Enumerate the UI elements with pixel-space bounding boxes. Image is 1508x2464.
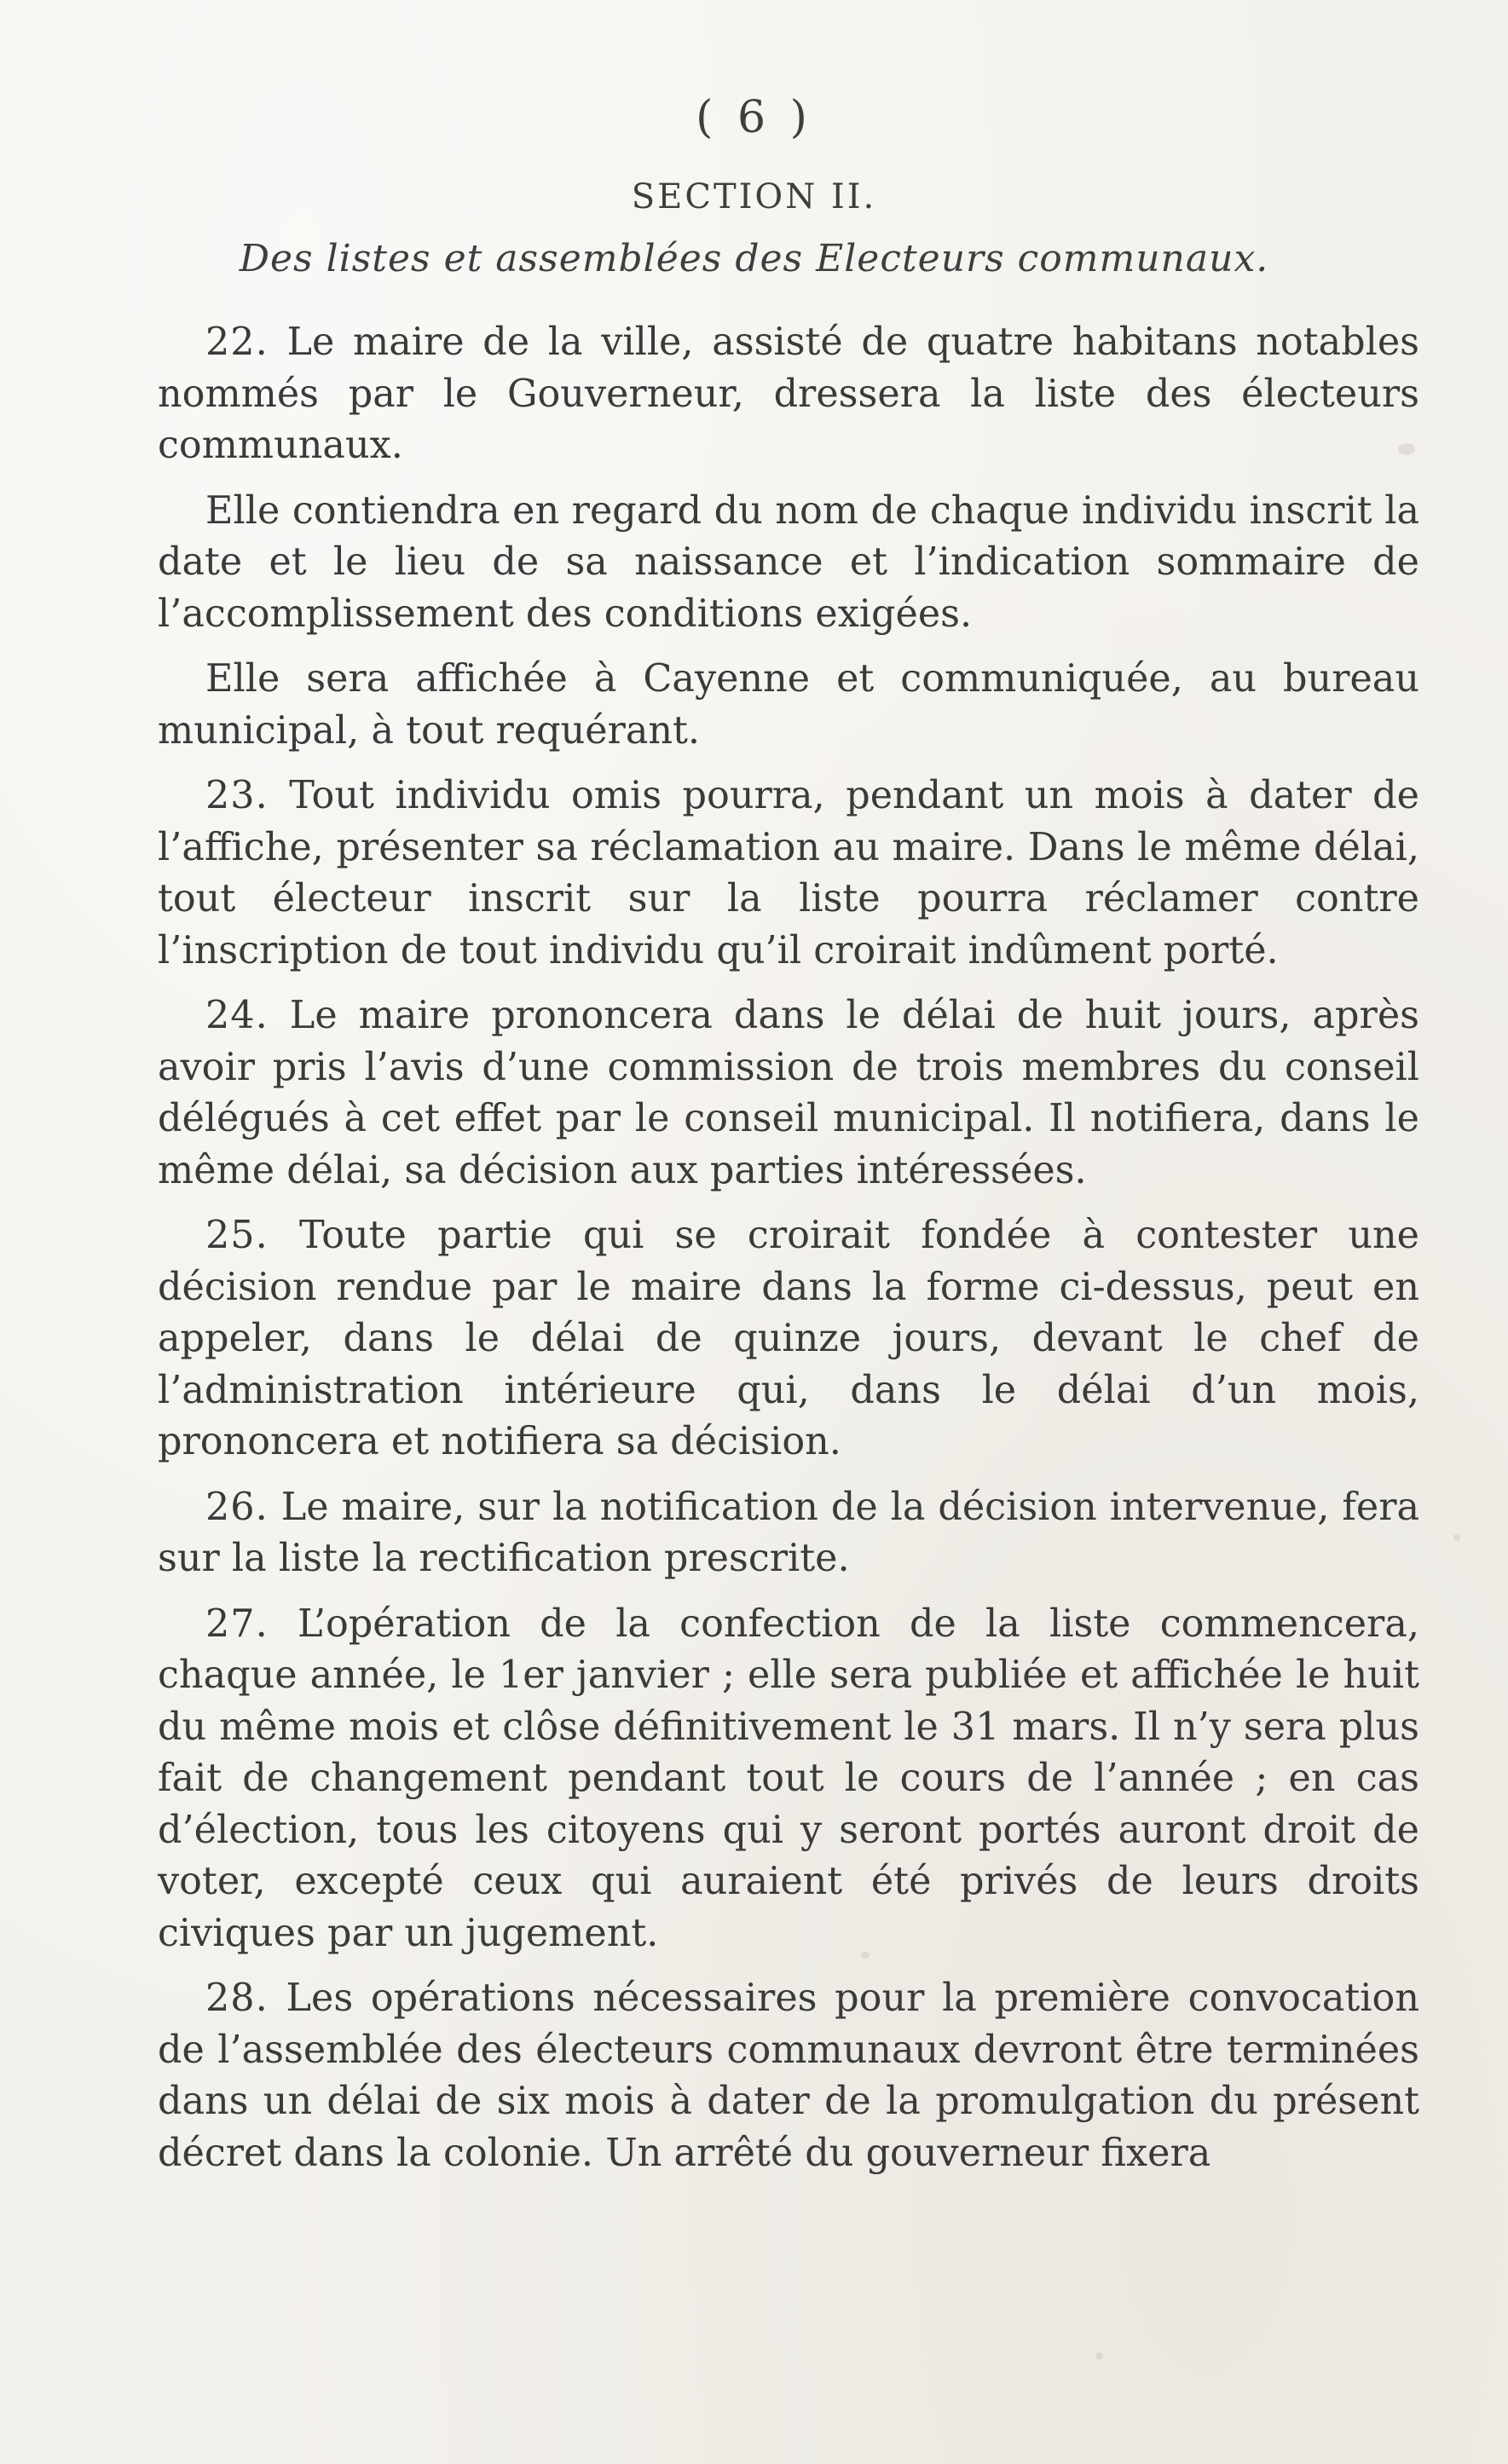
paragraph	[158, 990, 1419, 1197]
document-body	[158, 317, 1419, 2193]
paragraph	[158, 1482, 1419, 1585]
article-number: 24.	[205, 994, 269, 1037]
paragraph-text: Elle sera affichée à Cayenne et communiquée, au bureau municipal, à tout requérant.	[158, 657, 1419, 753]
paragraph-text: Le maire, sur la notification de la décision intervenue, fera sur la liste la rectification prescrite.	[158, 1485, 1419, 1580]
paragraph-text: Elle contiendra en regard du nom de chaque individu inscrit la date et le lieu de sa naissance et l’indication sommaire de l’accomplissement des conditions exigées.	[158, 488, 1419, 636]
paragraph-text: L’opération de la confection de la liste commencera, chaque année, le 1er janvier ; elle sera publiée et affichée le huit du même mois et clôse définitivement le 31 mars. Il n’y sera plus fait de changement pendant tout le cours de l’année ; en cas d’élection, tous les citoyens qui y seront portés auront droit de voter, excepté ceux qui auraient été privés de leurs droits civiques par un jugement.	[158, 1601, 1419, 1955]
paragraph	[158, 317, 1419, 472]
paragraph	[158, 1973, 1419, 2179]
article-number: 25.	[205, 1214, 269, 1257]
paragraph	[158, 654, 1419, 757]
article-number: 27.	[205, 1601, 269, 1646]
paragraph-text: Tout individu omis pourra, pendant un mois à dater de l’affiche, présenter sa réclamation au maire. Dans le même délai, tout électeur inscrit sur la liste pourra réclamer contre l’inscription de tout individu qu’il croirait indûment porté.	[158, 774, 1419, 972]
paragraph	[158, 486, 1419, 641]
section-label: SECTION II.	[631, 177, 877, 216]
paragraph	[158, 1599, 1419, 1960]
paragraph	[158, 1210, 1419, 1469]
paragraph-text: Les opérations nécessaires pour la première convocation de l’assemblée des électeurs communaux devront être terminées dans un délai de six mois à dater de la promulgation du présent décret dans la colonie. Un arrêté du gouverneur fixera	[158, 1976, 1419, 2175]
article-number: 23.	[205, 774, 269, 817]
article-number: 26.	[205, 1485, 269, 1529]
paragraph-text: Le maire de la ville, assisté de quatre habitans notables nommés par le Gouverneur, dressera la liste des électeurs communaux.	[158, 320, 1419, 467]
paragraph	[158, 770, 1419, 977]
paper-stain	[1453, 1534, 1460, 1541]
page-number: ( 6 )	[696, 92, 812, 143]
article-number: 28.	[205, 1976, 269, 2020]
paper-stain	[1095, 2352, 1103, 2360]
article-number: 22.	[205, 320, 269, 364]
section-title: Des listes et assemblées des Electeurs communaux.	[239, 237, 1269, 280]
paragraph-text: Le maire prononcera dans le délai de huit jours, après avoir pris l’avis d’une commission de trois membres du conseil délégués à cet effet par le conseil municipal. Il notifiera, dans le même délai, sa décision aux parties intéressées.	[158, 994, 1419, 1192]
paragraph-text: Toute partie qui se croirait fondée à contester une décision rendue par le maire dans la forme ci-dessus, peut en appeler, dans le délai de quinze jours, devant le chef de l’administration intérieure qui, dans le délai d’un mois, prononcera et notifiera sa décision.	[158, 1214, 1419, 1463]
